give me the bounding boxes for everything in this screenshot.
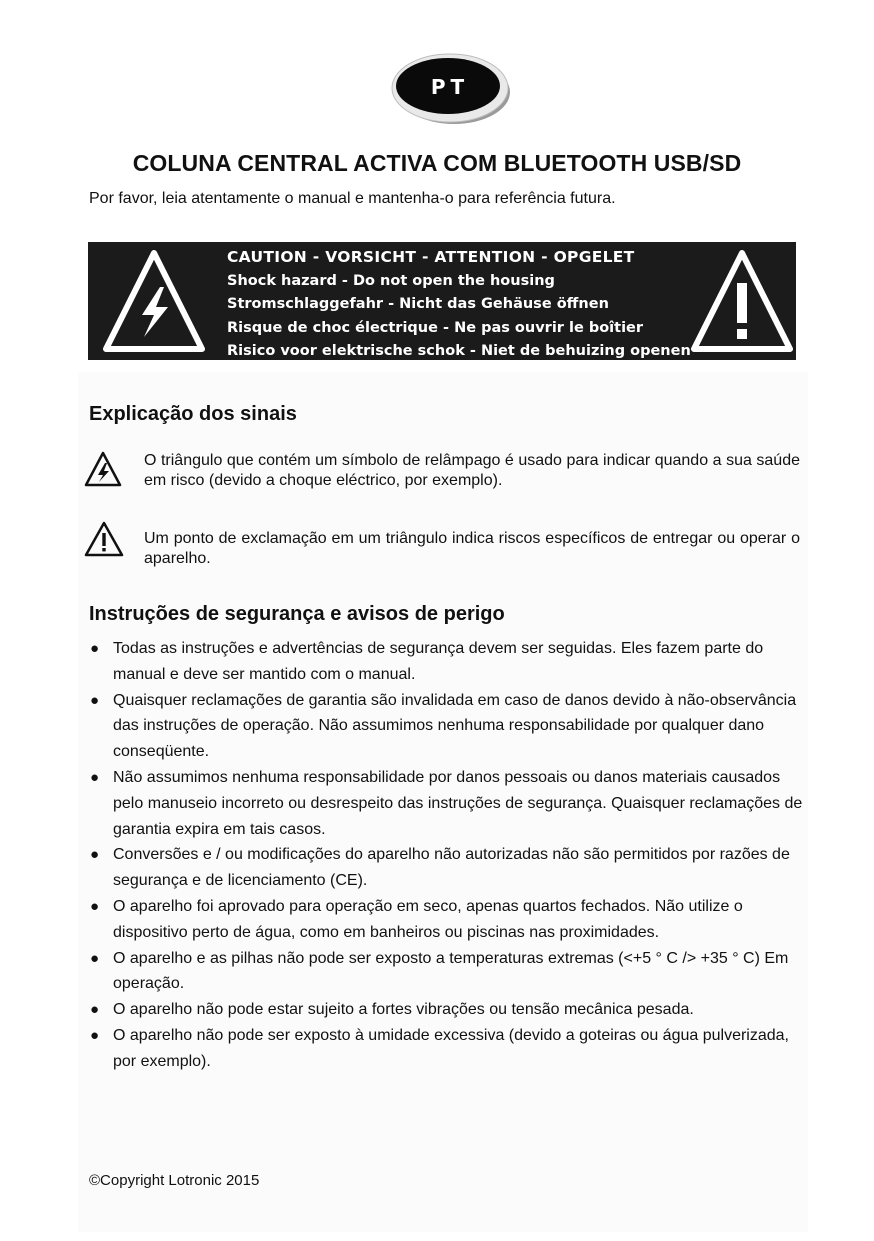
list-item-text: O aparelho foi aprovado para operação em seco, apenas quartos fechados. Não utilize o dispositivo perto de água, como em banheiros ou piscinas nas proximidades. [113,897,743,941]
list-item [89,636,805,688]
caution-line-nl: Risico voor elektrische schok - Niet de behuizing openen [227,343,691,359]
bullet-icon: ● [90,768,100,786]
caution-line-de: Stromschlaggefahr - Nicht das Gehäuse öffnen [227,296,609,312]
list-item-text: O aparelho não pode estar sujeito a fortes vibrações ou tensão mecânica pesada. [113,1001,694,1019]
list-item [89,946,805,998]
page-title: COLUNA CENTRAL ACTIVA COM BLUETOOTH USB/SD [132,150,742,176]
sign-lightning-text: O triângulo que contém um símbolo de relâmpago é usado para indicar quando a sua saúde em risco (devido a choque eléctrico, por exemplo). [144,452,800,489]
safety-heading: Instruções de segurança e avisos de perigo [89,603,505,625]
list-item-text: Não assumimos nenhuma responsabilidade por danos pessoais ou danos materiais causados pelo manuseio incorreto ou desrespeito das instruções de segurança. Quaisquer reclamações de garantia expira em tais casos. [113,768,803,838]
language-badge [388,50,512,128]
bullet-icon: ● [90,640,100,657]
caution-line-title: CAUTION - VORSICHT - ATTENTION - OPGELET [227,248,635,266]
list-item [89,997,805,1023]
bullet-icon: ● [90,897,100,915]
list-item-text: Todas as instruções e advertências de segurança devem ser seguidas. Eles fazem parte do manual e deve ser mantido com o manual. [113,640,764,683]
list-item [89,765,805,842]
caution-line-en: Shock hazard - Do not open the housing [227,272,555,289]
safety-list [89,636,805,1075]
list-item [89,688,805,765]
bullet-icon: ● [90,949,100,967]
lightning-triangle-icon [84,451,122,487]
exclamation-triangle-icon [84,521,124,557]
copyright-footer: ©Copyright Lotronic 2015 [89,1172,260,1189]
list-item [89,894,805,946]
bullet-icon: ● [90,1026,100,1044]
list-item [89,842,805,894]
sign-exclamation-text: Um ponto de exclamação em um triângulo indica riscos específicos de entregar ou operar o aparelho. [144,530,800,567]
list-item-text: Conversões e / ou modificações do aparelho não autorizadas não são permitidos por razões de segurança e de licenciamento (CE). [113,846,790,890]
list-item [89,1023,805,1075]
intro-text: Por favor, leia atentamente o manual e mantenha-o para referência futura. [89,190,616,207]
exclamation-triangle-icon [690,249,794,353]
caution-line-fr: Risque de choc électrique - Ne pas ouvrir le boîtier [227,319,644,336]
bullet-icon: ● [90,846,100,864]
list-item-text: Quaisquer reclamações de garantia são invalidada em caso de danos devido à não-observância das instruções de operação. Não assumimos nenhuma responsabilidade por qualquer dano conseqüente. [113,691,797,761]
list-item-text: O aparelho não pode ser exposto à umidade excessiva (devido a goteiras ou água pulverizada, por exemplo). [113,1026,789,1070]
list-item-text: O aparelho e as pilhas não pode ser exposto a temperaturas extremas (<+5 ° C /> +35 ° C) Em operação. [113,949,789,993]
lightning-triangle-icon [102,249,206,353]
signs-heading: Explicação dos sinais [89,403,297,425]
bullet-icon: ● [90,1001,100,1019]
language-badge-label: PT [430,75,470,99]
caution-text-block [227,246,691,364]
bullet-icon: ● [90,691,100,709]
caution-banner [88,242,796,360]
